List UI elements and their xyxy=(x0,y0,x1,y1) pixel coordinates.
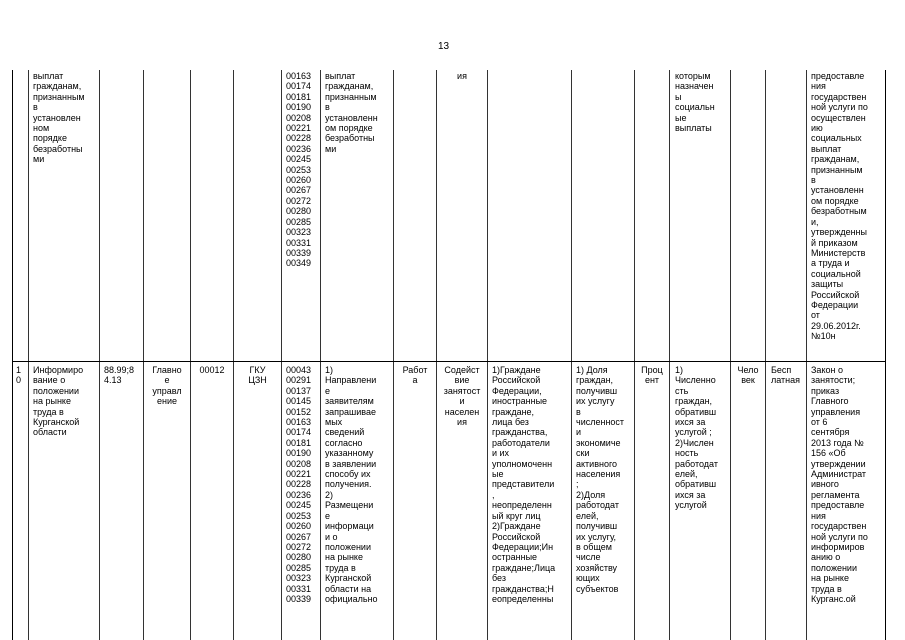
sphere-cell: Содейст вие занятост и населен ия xyxy=(443,365,481,428)
volume-unit-cell: Чело век xyxy=(737,365,759,386)
column-divider xyxy=(28,70,29,640)
quality-cell: 1) Доля граждан, получивш их услугу в численност и экономиче ски активного населения ; 2)Доля работодат елей, получивш их услугу, в общем числе хозяйству ющих субъектов xyxy=(576,365,625,594)
service-name-cell: выплат гражданам, признанным в установлен ном порядке безработны ми xyxy=(33,71,85,165)
volume-cell: 1) Численно сть граждан, обративш ихся за услугой ; 2)Числен ность работодат елей, обративш ихся за услугой xyxy=(675,365,718,511)
content-cell: 1) Направлени е заявителям запрашивае мых сведений согласно указанному в заявлении способу их получения. 2) Размещени е информаци и о положении на рынке труда в Курганской области на официально xyxy=(325,365,378,604)
table-border-right xyxy=(885,70,886,640)
column-divider xyxy=(730,70,731,640)
column-divider xyxy=(571,70,572,640)
column-divider xyxy=(143,70,144,640)
provider-cell: ГКУ ЦЗН xyxy=(248,365,267,386)
quality-unit-cell: Проц ент xyxy=(641,365,663,386)
type-cell: Работ а xyxy=(402,365,428,386)
column-divider xyxy=(806,70,807,640)
column-divider xyxy=(393,70,394,640)
volume-cell: которым назначен ы социальн ые выплаты xyxy=(675,71,715,134)
column-divider xyxy=(233,70,234,640)
authority-cell: Главно е управл ение xyxy=(152,365,182,407)
codes-cell: 00163 00174 00181 00190 00208 00221 00228 00236 00245 00253 00260 00267 00272 00280 00285 00323 00331 00339 00349 xyxy=(286,71,312,269)
column-divider xyxy=(669,70,670,640)
table-border-left xyxy=(12,70,13,640)
row-divider xyxy=(12,361,885,362)
column-divider xyxy=(281,70,282,640)
payment-cell: Бесп латная xyxy=(771,365,801,386)
authority-code-cell: 00012 xyxy=(199,365,225,375)
column-divider xyxy=(634,70,635,640)
consumers-cell: 1)Граждане Российской Федерации, иностранные граждане, лица без гражданства, работодатели и их уполномоченн ые представители , неопределенн ый круг лиц 2)Граждане Российской Федерации;Ин остранные граждане;Лица без гражданства;Н еопределенны xyxy=(492,365,556,604)
row-number-cell: 1 0 xyxy=(16,365,22,386)
column-divider xyxy=(320,70,321,640)
sphere-cell: ия xyxy=(457,71,467,81)
codes-cell: 00043 00291 00137 00145 00152 00163 00174 00181 00190 00208 00221 00228 00236 00245 00253 00260 00267 00272 00280 00285 00323 00331 00339 xyxy=(286,365,312,604)
column-divider xyxy=(487,70,488,640)
legal-basis-cell: Закон о занятости; приказ Главного управления от 6 сентября 2013 года № 156 «Об утверждении Администрат ивного регламента предоставле ния государствен ной услуги по информиров анию о положении на рынке труда в Курганс.ой xyxy=(811,365,868,604)
legal-basis-cell: предоставле ния государствен ной услуги по осуществлен ию социальных выплат гражданам, признанным в установленн ом порядке безработным и, утвержденны й приказом Министерств а труда и социальной защиты Российской Федерации от 29.06.2012г. №10н xyxy=(811,71,868,342)
service-name-cell: Информиро вание о положении на рынке труда в Курганской области xyxy=(33,365,84,438)
okved-cell: 88.99;8 4.13 xyxy=(104,365,135,386)
content-cell: выплат гражданам, признанным в установленн ом порядке безработны ми xyxy=(325,71,378,154)
column-divider xyxy=(436,70,437,640)
column-divider xyxy=(190,70,191,640)
page-number: 13 xyxy=(438,41,450,52)
column-divider xyxy=(99,70,100,640)
column-divider xyxy=(765,70,766,640)
